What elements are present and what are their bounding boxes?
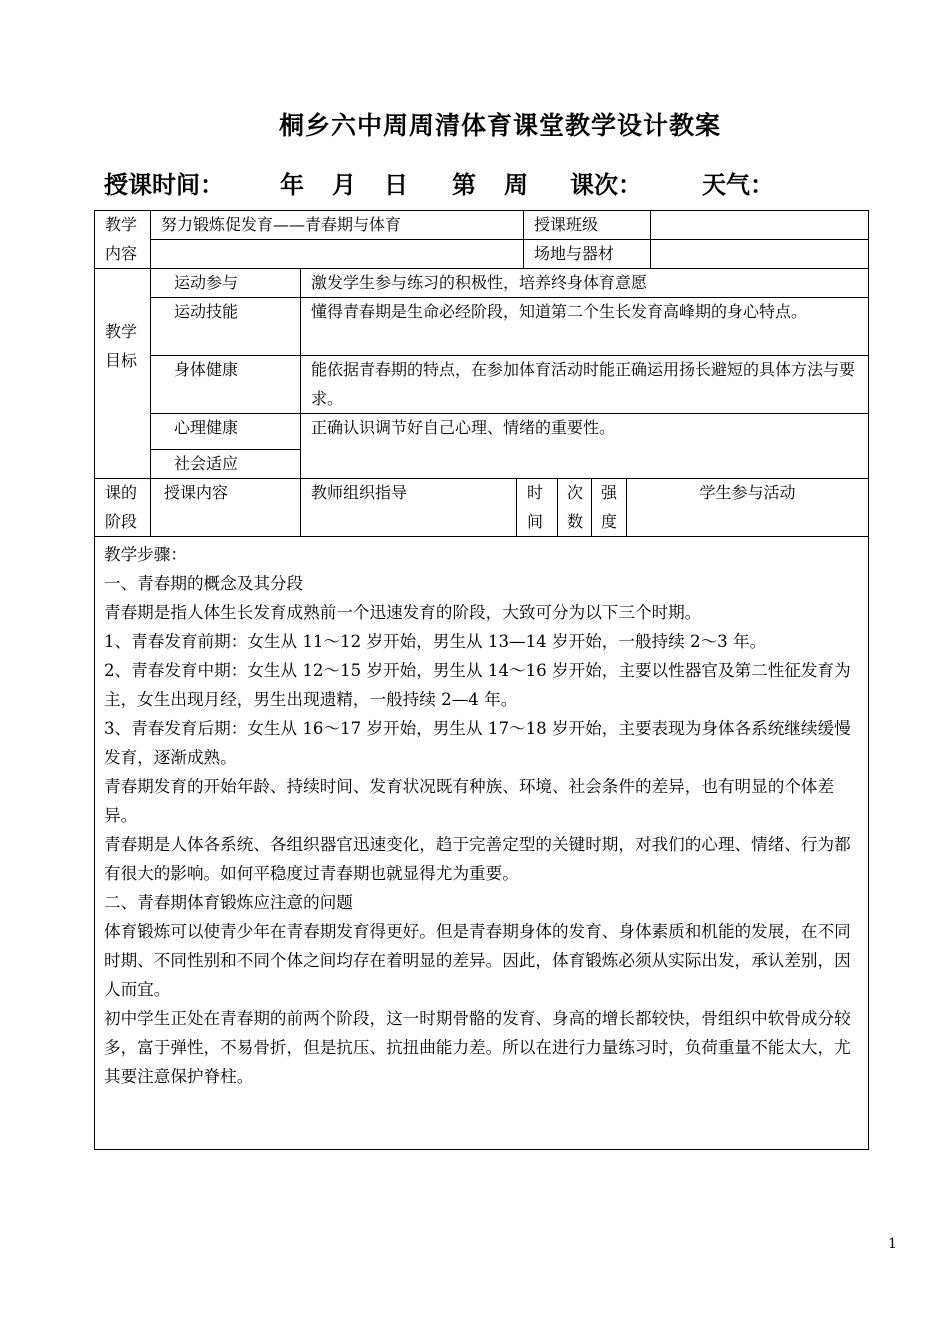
goal-name-physical: 身体健康	[174, 360, 239, 379]
step-line: 青春期是人体各系统、各组织器官迅速变化，趋于完善定型的关键时期，对我们的心理、情绪、行为都有很大的影响。如何平稳度过青春期也就显得尤为重要。	[104, 835, 851, 883]
content-label-line2: 内容	[105, 244, 138, 263]
weather-label: 天气：	[702, 171, 774, 199]
goal-text-mental: 正确认识调节好自己心理、情绪的重要性。	[311, 418, 616, 437]
goal-name-mental: 心理健康	[174, 418, 239, 437]
day-label: 日	[384, 171, 408, 199]
step-line: 体育锻炼可以使青少年在青春期发育得更好。但是青春期身体的发育、身体素质和机能的发展，在不同时期、不同性别和不同个体之间均存在着明显的差异。因此，体育锻炼必须从实际出发，承认差别，因人而宜。	[104, 922, 851, 999]
venue-label: 场地与器材	[534, 244, 615, 263]
time-label: 授课时间：	[104, 171, 224, 199]
stage-header-line2: 阶段	[105, 512, 138, 531]
step-line: 3、青春发育后期：女生从 16～17 岁开始，男生从 17～18 岁开始，主要表现为身体各系统继续缓慢发育，逐渐成熟。	[104, 719, 851, 767]
content-value: 努力锻炼促发育——青春期与体育	[161, 215, 402, 234]
goals-label-line1: 教学	[105, 322, 138, 341]
time-header-line1: 时	[527, 483, 544, 502]
time-header-line2: 间	[527, 512, 544, 531]
step-line: 2、青春发育中期：女生从 12～15 岁开始，男生从 14～16 岁开始，主要以性器官及第二性征发育为主，女生出现月经，男生出现遗精，一般持续 2—4 年。	[104, 661, 851, 709]
week-prefix: 第	[452, 171, 476, 199]
step-line: 1、青春发育前期：女生从 11～12 岁开始，男生从 13—14 岁开始，一般持续 2～3 年。	[104, 632, 767, 651]
content-label-line1: 教学	[105, 215, 138, 234]
goal-text-physical: 能依据青春期的特点，在参加体育活动时能正确运用扬长避短的具体方法与要求。	[311, 360, 856, 408]
intensity-header-line1: 强	[601, 483, 618, 502]
step-line: 初中学生正处在青春期的前两个阶段，这一时期骨骼的发育、身高的增长都较快，骨组织中软骨成分较多，富于弹性，不易骨折，但是抗压、抗扭曲能力差。所以在进行力量练习时，负荷重量不能太大，尤其要注意保护脊柱。	[104, 1009, 851, 1086]
step-line: 青春期是指人体生长发育成熟前一个迅速发育的阶段，大致可分为以下三个时期。	[104, 603, 702, 622]
step-line: 一、青春期的概念及其分段	[104, 574, 304, 593]
lesson-label: 课次：	[570, 171, 642, 199]
goal-text-participation: 激发学生参与练习的积极性，培养终身体育意愿	[311, 273, 648, 292]
goal-name-social: 社会适应	[174, 454, 239, 473]
count-header-line1: 次	[567, 483, 584, 502]
goals-label-line2: 目标	[105, 351, 138, 370]
year-label: 年	[280, 171, 304, 199]
goal-text-skills: 懂得青春期是生命必经阶段，知道第二个生长发育高峰期的身心特点。	[311, 302, 808, 321]
class-label: 授课班级	[534, 215, 599, 234]
step-line: 二、青春期体育锻炼应注意的问题	[104, 893, 353, 912]
step-line: 青春期发育的开始年龄、持续时间、发育状况既有种族、环境、社会条件的差异，也有明显的个体差异。	[104, 777, 835, 825]
teaching-steps	[104, 540, 859, 1091]
activity-header: 学生参与活动	[699, 483, 796, 502]
intensity-header-line2: 度	[601, 512, 618, 531]
month-label: 月	[332, 171, 356, 199]
content-header: 授课内容	[164, 483, 229, 502]
stage-header-line1: 课的	[105, 483, 138, 502]
document-title: 桐乡六中周周清体育课堂教学设计教案	[278, 111, 721, 140]
goal-name-skills: 运动技能	[174, 302, 239, 321]
count-header-line2: 数	[567, 512, 584, 531]
page-number: 1	[888, 1236, 897, 1252]
lesson-plan-table	[94, 210, 869, 1150]
guide-header: 教师组织指导	[311, 483, 408, 502]
week-suffix: 周	[504, 171, 528, 199]
step-line: 教学步骤：	[104, 545, 187, 564]
goal-name-participation: 运动参与	[174, 273, 239, 292]
